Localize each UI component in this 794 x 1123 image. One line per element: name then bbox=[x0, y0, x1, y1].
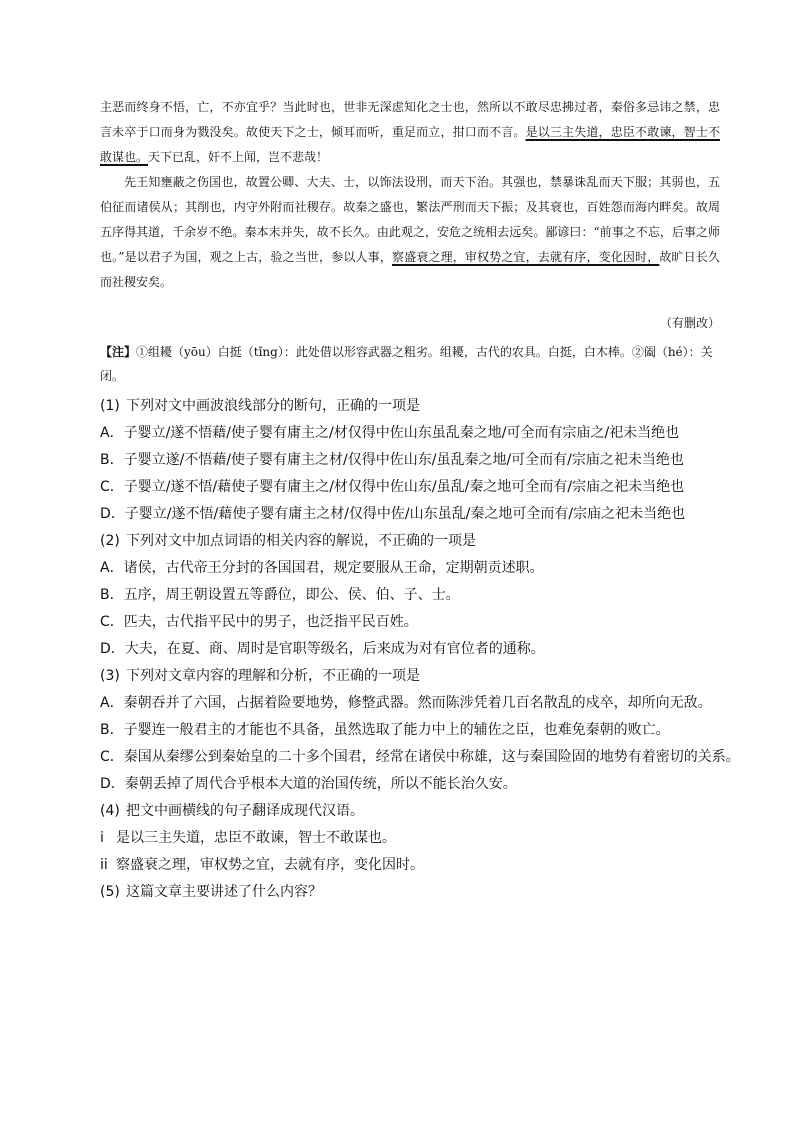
passage-text: 故旷日长久而社稷安矣。 bbox=[100, 250, 720, 289]
question-stem: 把文中画横线的句子翻译成现代汉语。 bbox=[126, 803, 364, 819]
question-stem: 下列对文中画波浪线部分的断句，正确的一项是 bbox=[126, 398, 420, 414]
q1-option-a: A．子婴立/遂不悟藉/使子婴有庸主之/材仅得中佐山东虽乱秦之地/可全而有宗庙之/祀未当绝也 bbox=[100, 425, 680, 441]
item-mark: i bbox=[100, 830, 104, 846]
question-1 bbox=[100, 393, 740, 420]
q1-option-d: D．子婴立/遂不悟/藉使子婴有庸主之材/仅得中佐/山东虽乱/秦之地可全而有/宗庙之祀未当绝也 bbox=[100, 506, 686, 522]
q2-option-c: C．匹夫，古代指平民中的男子，也泛指平民百姓。 bbox=[100, 614, 418, 630]
question-2 bbox=[100, 528, 740, 555]
q4-item-i bbox=[100, 825, 740, 852]
item-mark: ii bbox=[100, 857, 108, 873]
note-text: ①组耰（yōu）白挺（tǐng）：此处借以形容武器之粗劣。组耰，古代的农具。白挺，白木棒。②阖（hé）：关闭。 bbox=[100, 345, 713, 383]
q2-option-a: A．诸侯，古代帝王分封的各国国君，规定要服从王命，定期朝贡述职。 bbox=[100, 560, 544, 576]
question-list bbox=[100, 393, 740, 906]
question-number: (5) bbox=[100, 884, 120, 900]
passage-paragraph-2 bbox=[100, 170, 720, 295]
question-3 bbox=[100, 663, 740, 690]
classical-passage bbox=[100, 95, 720, 295]
q3-option-d: D．秦朝丢掉了周代合乎根本大道的治国传统，所以不能长治久安。 bbox=[100, 776, 517, 792]
source-note: （有删改） bbox=[659, 316, 720, 330]
passage-text: 主恶而终身不悟，亡，不亦宜乎？当此时也，世非无深虑知化之士也，然所以不敢尽忠拂过者，秦俗多忌讳之禁，忠言未卒于口而身为戮没矣。故使天下之士，倾耳而听，重足而立，拑口而不言。 bbox=[100, 100, 720, 139]
item-text: 察盛衰之理，审权势之宜，去就有序，变化因时。 bbox=[116, 857, 424, 873]
underlined-sentence-2: 察盛衰之理，审权势之宜，去就有序，变化因时， bbox=[391, 250, 660, 264]
question-number: (4) bbox=[100, 803, 120, 819]
q3-option-c: C．秦国从秦缪公到秦始皇的二十多个国君，经常在诸侯中称雄，这与秦国险固的地势有着密切的关系。 bbox=[100, 749, 740, 765]
passage-paragraph-1 bbox=[100, 95, 720, 170]
q2-option-d: D．大夫，在夏、商、周时是官职等级名，后来成为对有官位者的通称。 bbox=[100, 641, 545, 657]
underlined-sentence-1: 是以三主失道，忠臣不敢谏，智士不敢谋也。 bbox=[100, 125, 720, 164]
question-number: (3) bbox=[100, 668, 120, 684]
question-stem: 下列对文章内容的理解和分析，不正确的一项是 bbox=[126, 668, 420, 684]
question-number: (1) bbox=[100, 398, 120, 414]
q2-option-b: B．五序，周王朝设置五等爵位，即公、侯、伯、子、士。 bbox=[100, 587, 460, 603]
q1-option-c: C．子婴立/遂不悟/藉使子婴有庸主之/材仅得中佐山东/虽乱/秦之地可全而有/宗庙之祀未当绝也 bbox=[100, 479, 685, 495]
question-5 bbox=[100, 879, 740, 906]
q3-option-a: A．秦朝吞并了六国，占据着险要地势，修整武器。然而陈涉凭着几百名散乱的戍卒，却所向无敌。 bbox=[100, 695, 712, 711]
passage-text: 天下已乱，奸不上闻，岂不悲哉！ bbox=[148, 150, 329, 164]
q3-option-b: B．子婴连一般君主的才能也不具备，虽然选取了能力中上的辅佐之臣，也难免秦朝的败亡。 bbox=[100, 722, 670, 738]
q1-option-b: B．子婴立遂/不悟藉/使子婴有庸主之材/仅得中佐山东/虽乱秦之地/可全而有/宗庙之祀未当绝也 bbox=[100, 452, 684, 468]
item-text: 是以三主失道，忠臣不敢谏，智士不敢谋也。 bbox=[116, 830, 396, 846]
note-label: 【注】 bbox=[100, 345, 137, 359]
q4-item-ii bbox=[100, 852, 740, 879]
question-stem: 这篇文章主要讲述了什么内容？ bbox=[126, 884, 322, 900]
question-number: (2) bbox=[100, 533, 120, 549]
question-stem: 下列对文中加点词语的相关内容的解说，不正确的一项是 bbox=[126, 533, 476, 549]
annotation-note bbox=[100, 340, 720, 388]
question-4 bbox=[100, 798, 740, 825]
passage-text: 先王知壅蔽之伤国也，故置公卿、大夫、士，以饰法设刑，而天下治。其强也，禁暴诛乱而天下服；其弱也，五伯征而诸侯从；其削也，内守外附而社稷存。故秦之盛也，繁法严刑而天下振；及其衰也，百姓怨而海内畔矣。故周五序得其道，千余岁不绝。秦本末并失，故不长久。由此观之，安危之统相去远矣。鄙谚曰：“前事之不忘，后事之师也。”是以君子为国，观之上古，验之当世，参以人事， bbox=[100, 175, 720, 264]
